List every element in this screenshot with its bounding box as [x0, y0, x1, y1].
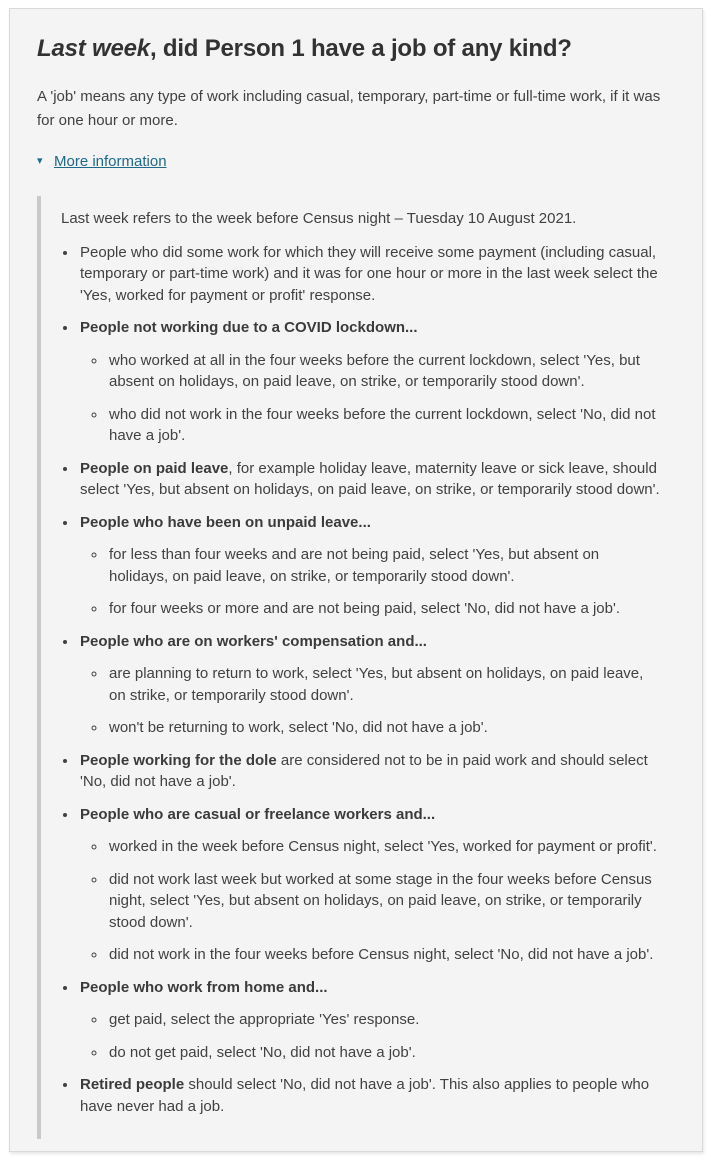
info-sub-list-item: ◦ did not work last week but worked at some stage in the four weeks before Census night, select 'Yes, but absent on holidays, on paid leave, on strike, or temporarily stood down'.: [107, 869, 662, 934]
page-title-emphasis: Last week: [37, 35, 150, 62]
info-sub-list-item: ◦ won't be returning to work, select 'No, did not have a job'.: [107, 717, 662, 739]
info-item-bold-text: People on paid leave: [80, 459, 229, 477]
panel-intro-text: Last week refers to the week before Census night – Tuesday 10 August 2021.: [61, 210, 577, 227]
info-list: [61, 242, 662, 1118]
page-title-rest: , did Person 1 have a job of any kind?: [149, 35, 572, 62]
info-list-item: • Retired people should select 'No, did not have a job'. This also applies to people who have never had a job.: [78, 1074, 662, 1117]
info-sub-list-item: ◦ for four weeks or more and are not being paid, select 'No, did not have a job'.: [107, 598, 662, 620]
info-item-bold-text: People who have been on unpaid leave...: [80, 513, 371, 531]
info-list-item: • People who did some work for which they will receive some payment (including casual, temporary or part-time work) and it was for one hour or more in the last week select the 'Yes, worked for payment or profit' response.: [78, 242, 662, 307]
info-list-item: [78, 631, 662, 739]
info-sub-list: [80, 1009, 662, 1063]
more-information-toggle[interactable]: [37, 153, 662, 170]
page-title: [37, 35, 662, 63]
info-sub-list-item: ◦ for less than four weeks and are not being paid, select 'Yes, but absent on holidays, on paid leave, on strike, or temporarily stood down'.: [107, 544, 662, 587]
info-sub-list-item: ◦ are planning to return to work, select 'Yes, but absent on holidays, on paid leave, on strike, or temporarily stood down'.: [107, 663, 662, 706]
info-item-bold-text: People working for the dole: [80, 751, 277, 769]
info-list-item: • People on paid leave, for example holiday leave, maternity leave or sick leave, should select 'Yes, but absent on holidays, on paid leave, on strike, or temporarily stood down'.: [78, 458, 662, 501]
info-sub-list-item: ◦ get paid, select the appropriate 'Yes' response.: [107, 1009, 662, 1031]
info-sub-list: [80, 544, 662, 620]
info-sub-list-item: ◦ who did not work in the four weeks before the current lockdown, select 'No, did not have a job'.: [107, 404, 662, 447]
info-sub-list-item: ◦ who worked at all in the four weeks before the current lockdown, select 'Yes, but absent on holidays, on paid leave, on strike, or temporarily stood down'.: [107, 350, 662, 393]
info-list-item: • People working for the dole are considered not to be in paid work and should select 'No, did not have a job'.: [78, 750, 662, 793]
more-information-link[interactable]: More information: [54, 153, 167, 170]
info-sub-list: [80, 350, 662, 447]
info-sub-list-item: ◦ did not work in the four weeks before Census night, select 'No, did not have a job'.: [107, 944, 662, 966]
info-item-bold-text: People not working due to a COVID lockdown...: [80, 319, 418, 336]
info-sub-list-item: ◦ do not get paid, select 'No, did not have a job'.: [107, 1042, 662, 1064]
info-item-bold-text: People who are on workers' compensation and...: [80, 632, 427, 650]
info-list-item: [78, 512, 662, 620]
info-list-item: [78, 977, 662, 1064]
info-list-item: [78, 804, 662, 966]
info-item-bold-text: People who are casual or freelance workers and...: [80, 805, 436, 823]
info-sub-list-item: ◦ worked in the week before Census night, select 'Yes, worked for payment or profit'.: [107, 836, 662, 858]
info-item-bold-text: People who work from home and...: [80, 978, 328, 996]
info-sub-list: [80, 836, 662, 966]
question-description: A 'job' means any type of work including casual, temporary, part-time or full-time work, if it was for one hour or more.: [37, 88, 661, 129]
info-list-item: [78, 317, 662, 447]
info-item-bold-text: Retired people: [80, 1076, 185, 1093]
collapse-triangle-icon[interactable]: ▾: [37, 155, 43, 167]
question-card: [9, 8, 703, 1152]
info-sub-list: [80, 663, 662, 739]
more-information-panel: [37, 196, 662, 1139]
